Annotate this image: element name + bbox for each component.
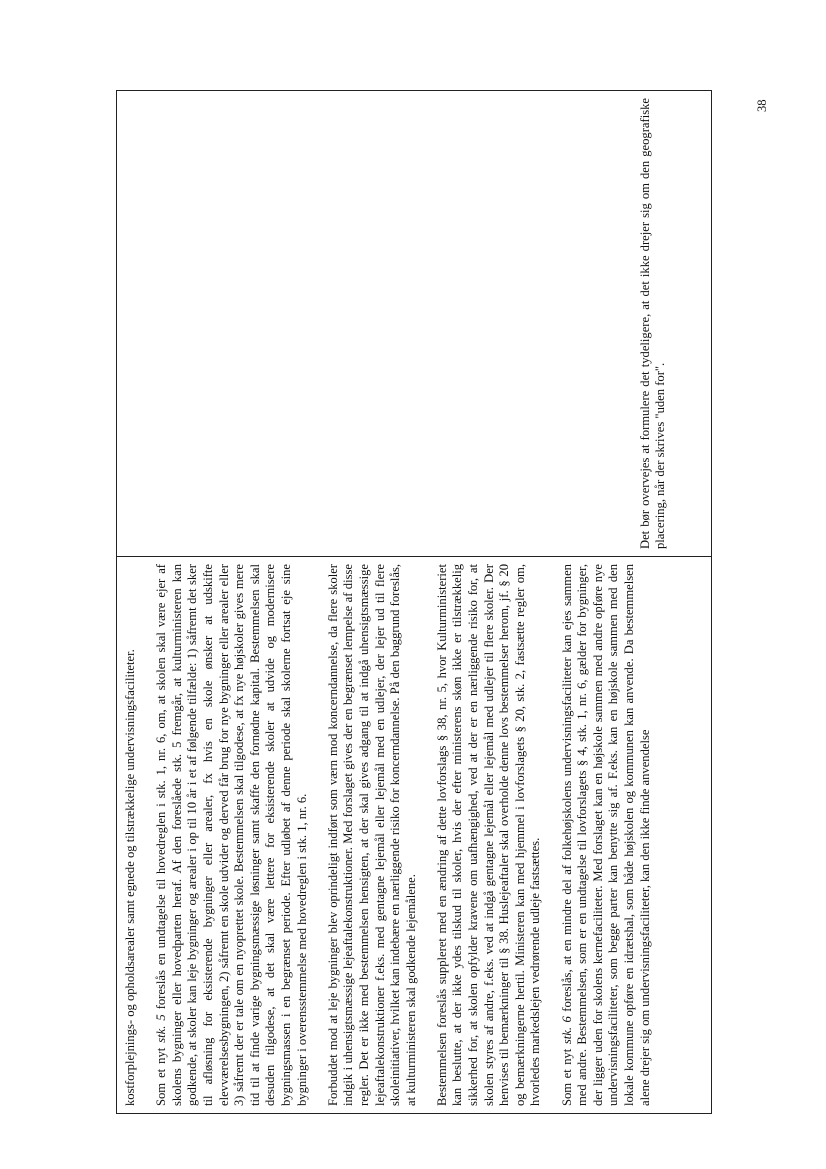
- law-text-cell: [117, 557, 712, 1114]
- table-row: [117, 91, 712, 1114]
- paragraph-stk6: [560, 564, 654, 1106]
- stk5-reference: stk. 5: [154, 1014, 169, 1043]
- paragraph-stk5-body: foreslås en undtagelse til hovedreglen i stk. 1, nr. 6, om, at skolen skal være ejer af skolens bygninger eller hovedparten heraf. Af den foreslåede stk. 5 fremgår, at kulturministeren kan godkende, at skoler kan leje bygninger og arealer i op til 10 år i et af følgende tilfælde: 1) såfremt det sker til afløsning for eksisterende bygninger eller arealer, fx hvis en skole ønsker at udskifte elevværelsesbygningen, 2) såfremt en skole udvider og derved får brug for nye bygninger eller arealer eller 3) såfremt der er tale om en nyoprettet skole. Bestemmelsen skal tilgodese, at fx nye højskoler gives mere tid til at finde varige bygningsmæssige løsninger samt skaffe den fornødne kapital. Bestemmelsen skal desuden tilgodese, at det skal være lettere for eksisterende skoler at udvide og modernisere bygningsmassen i en begrænset periode. Efter udløbet af denne periode skal skolerne fortsat eje sine bygninger i overensstemmelse med hovedreglen i stk. 1, nr. 6.: [154, 563, 309, 1106]
- paragraph-stk5: [154, 564, 310, 1106]
- comment-table: [116, 90, 712, 1114]
- paragraph-facilities: kostforplejnings- og opholdsarealer samt egnede og tilstrækkelige undervisningsfaciliteter.: [123, 649, 137, 1106]
- page-number: 38: [755, 99, 769, 112]
- paragraph-stk6-intro: Som et nyt: [559, 1044, 574, 1106]
- paragraph-supplement: Bestemmelsen foreslås suppleret med en ændring af dette lovforslags § 38, nr. 5, hvor Kulturministeriet kan beslutte, at der ikke ydes tilskud til skoler, hvis der efter ministerens skøn ikke er tilstrækkelig sikkerhed for, at skolen opfylder kravene om uafhængighed, ved at der er en nærliggende risiko for, at skolen styres af andre, f.eks. ved at indgå gentagne lejemål eller lejemål med udlejer til flere skoler. Der henvises til bemærkninger til § 38. Huslejeaftaler skal overholde denne lovs bestemmelser herom, jf. § 20 og bemærkningerne hertil. Ministeren kan med hjemmel i lovforslagets § 20, stk. 2, fastsætte regler om, hvorledes markedslejen vedrørende udleje fastsættes.: [434, 564, 543, 1106]
- comment-paragraph: Det bør overvejes at formulere det tydeligere, at det ikke drejer sig om den geografiske placering, når der skrives "uden for".: [637, 98, 668, 549]
- paragraph-stk6-body: foreslås, at en mindre del af folkehøjskolens undervisningsfaciliteter kan ejes sammen med andre. Bestemmelsen, som er en undtagelse til lovforslagets § 4, stk. 1, nr. 6, gælder for bygninger, der ligger uden for skolens kernefaciliteter. Med forslaget kan en højskole sammen med andre opføre nye undervisningsfaciliteter, som begge parter kan benytte sig af. F.eks. kan en højskole sammen med den lokale kommune opføre en idrætshal, som både højskolen og kommunen kan anvende. Da bestemmelsen alene drejer sig om undervisningsfaciliteter, kan den ikke finde anvendelse: [559, 564, 652, 1106]
- stk6-reference: stk. 6: [559, 1016, 574, 1045]
- paragraph-stk5-intro: Som et nyt: [154, 1042, 169, 1106]
- paragraph-rental-ban: Forbuddet mod at leje bygninger blev oprindeligt indført som værn mod koncerndannelse, da flere skoler indgik i uhensigtsmæssige lejeaftalekonstruktioner. Med forslaget gives der en begrænset lempelse af disse regler. Det er ikke med bestemmelsen hensigten, at der skal gives adgang til at indgå uhensigtsmæssige lejeaftalekonstruktioner f.eks. med gentagne lejemål eller lejemål med en udlejer, der lejer ud til flere skoleinitiativer, hvilket kan indebære en nærliggende risiko for koncerndannelse. På den baggrund foreslås, at kulturministeren skal godkende lejemålene.: [325, 564, 418, 1106]
- comment-cell: [117, 91, 712, 557]
